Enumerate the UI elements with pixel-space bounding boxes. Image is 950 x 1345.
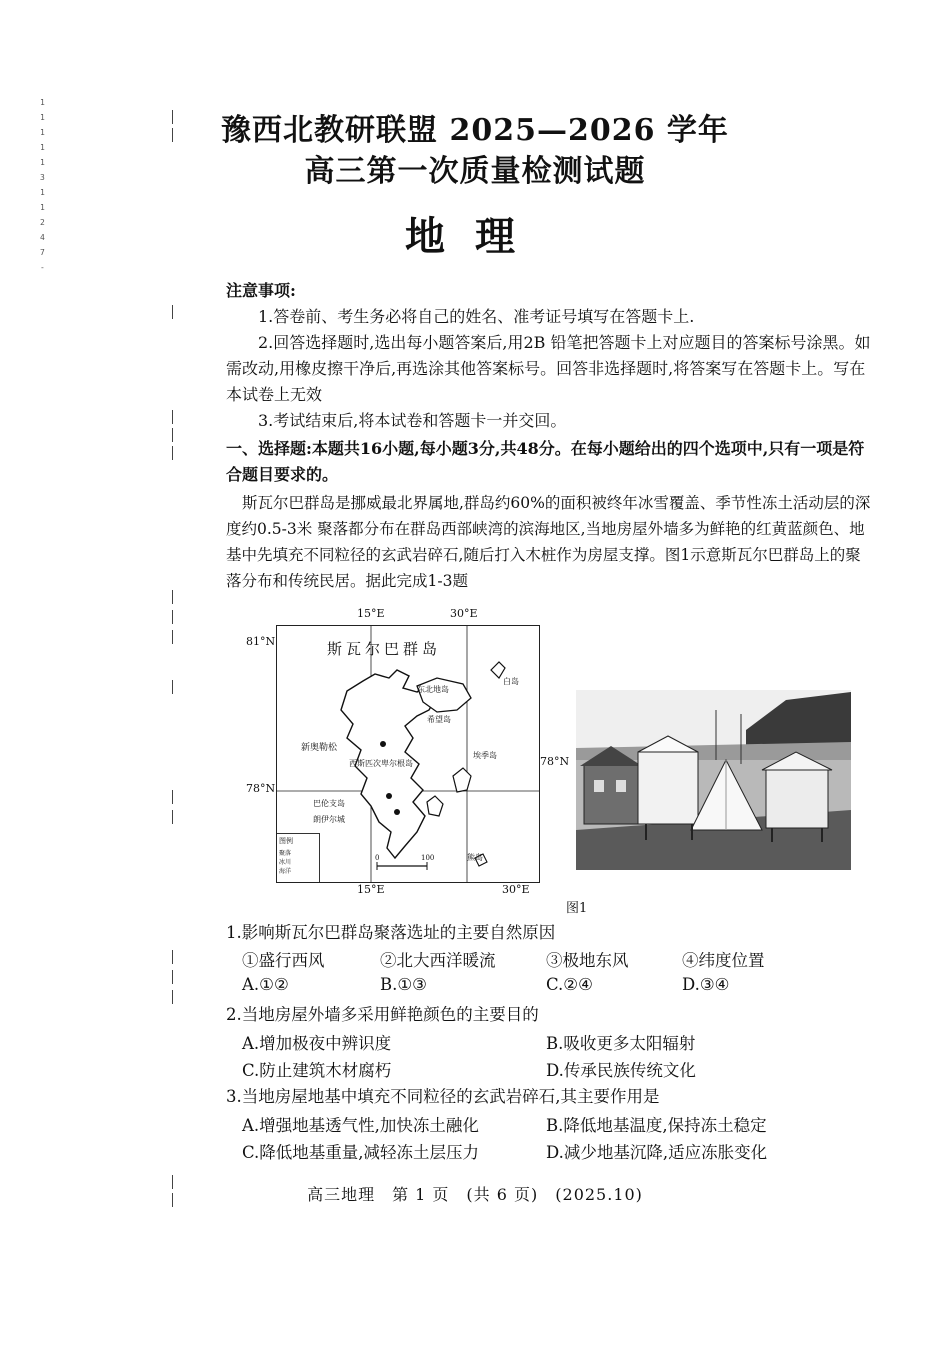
q1-option-d[interactable]: D.③④ xyxy=(682,975,730,994)
q1-option-c[interactable]: C.②④ xyxy=(546,975,593,994)
margin-mark: 1 xyxy=(40,143,45,152)
margin-mark: 1 xyxy=(40,98,45,107)
question-2-stem: 2.当地房屋外墙多采用鲜艳颜色的主要目的 xyxy=(226,1005,539,1024)
place-label: 新奥勒松 xyxy=(301,743,338,753)
q3-option-d[interactable]: D.减少地基沉降,适应冻胀变化 xyxy=(546,1143,768,1162)
scale-label: 0 xyxy=(375,854,380,862)
map-title: 斯瓦尔巴群岛 xyxy=(327,640,442,658)
lon-label-bottom: 15°E xyxy=(357,883,385,896)
margin-mark: 4 xyxy=(40,233,45,242)
q2-option-c[interactable]: C.防止建筑木材腐朽 xyxy=(242,1061,392,1080)
place-label: 东北地岛 xyxy=(417,685,449,694)
q3-option-b[interactable]: B.降低地基温度,保持冻土稳定 xyxy=(546,1116,767,1135)
exam-title: 豫西北教研联盟 2025—2026 学年 xyxy=(221,113,729,148)
margin-mark: 1 xyxy=(40,188,45,197)
place-label: 希望岛 xyxy=(427,715,451,724)
notice-item: 3.考试结束后,将本试卷和答题卡一并交回。 xyxy=(258,411,567,430)
edgeoya-outline xyxy=(453,768,471,792)
q3-option-a[interactable]: A.增强地基透气性,加快冻土融化 xyxy=(242,1116,479,1135)
question-3-stem: 3.当地房屋地基中填充不同粒径的玄武岩碎石,其主要作用是 xyxy=(226,1087,660,1106)
question-1-stem: 1.影响斯瓦尔巴群岛聚落选址的主要自然原因 xyxy=(226,923,556,942)
margin-mark: 1 xyxy=(40,113,45,122)
notice-item: 1.答卷前、考生务必将自己的姓名、准考证号填写在答题卡上. xyxy=(258,307,695,326)
traditional-house-photo xyxy=(576,690,851,870)
settlement-marker xyxy=(394,809,400,815)
margin-mark: - xyxy=(40,263,45,272)
lon-label-top: 30°E xyxy=(450,607,478,620)
margin-mark: 2 xyxy=(40,218,45,227)
lon-label-bottom: 30°E xyxy=(502,883,530,896)
legend-title: 图例 xyxy=(279,837,293,845)
barentsoya-outline xyxy=(427,796,443,816)
figure-1 xyxy=(240,605,860,915)
question-intro: 斯瓦尔巴群岛是挪威最北界属地,群岛约60%的面积被终年冰雪覆盖、季节性冻土活动层的深度约0.5-3米 聚落都分布在群岛西部峡湾的滨海地区,当地房屋外墙多为鲜艳的红黄蓝颜色、地基中先填充不同粒径的玄武岩碎石,随后打入木桩作为房屋支撑。图1示意斯瓦尔巴群岛上的聚落分布和传统民居。据此完成1-3题 xyxy=(226,494,871,590)
place-label: 西斯匹次卑尔根岛 xyxy=(349,759,413,768)
margin-mark: 7 xyxy=(40,248,45,257)
settlement-marker xyxy=(380,741,386,747)
q2-option-a[interactable]: A.增加极夜中辨识度 xyxy=(242,1034,392,1053)
q3-option-c[interactable]: C.降低地基重量,减轻冻土层压力 xyxy=(242,1143,480,1162)
margin-mark: 1 xyxy=(40,203,45,212)
section-heading: 一、选择题:本题共16小题,每小题3分,共48分。在每小题给出的四个选项中,只有一项是符合题目要求的。 xyxy=(226,439,865,484)
map-legend xyxy=(277,833,320,882)
exam-subtitle: 高三第一次质量检测试题 xyxy=(304,154,646,189)
q2-option-b[interactable]: B.吸收更多太阳辐射 xyxy=(546,1034,696,1053)
q1-factor: ④纬度位置 xyxy=(682,951,765,970)
binding-line xyxy=(172,110,174,1210)
scale-label: 100 xyxy=(421,854,435,862)
legend-item: 聚落 xyxy=(279,850,292,857)
lat-label: 78°N xyxy=(540,755,570,768)
svalbard-map xyxy=(276,625,540,883)
place-label: 白岛 xyxy=(503,677,519,686)
notice-item: 2.回答选择题时,选出每小题答案后,用2B 铅笔把答题卡上对应题目的答案标号涂黑。如需改动,用橡皮擦干净后,再选涂其他答案标号。回答非选择题时,将答案写在答题卡上。写在本试卷上无效 xyxy=(226,333,871,404)
q1-option-a[interactable]: A.①② xyxy=(242,975,289,994)
lon-label-top: 15°E xyxy=(357,607,385,620)
notice-list xyxy=(226,304,876,434)
page-footer: 高三地理 第 1 页 (共 6 页) (2025.10) xyxy=(307,1185,643,1204)
photo-graphic xyxy=(576,690,851,870)
q1-factor: ②北大西洋暖流 xyxy=(380,951,496,970)
notice-heading: 注意事项: xyxy=(226,281,296,300)
margin-mark: 1 xyxy=(40,128,45,137)
figure-caption: 图1 xyxy=(566,901,588,916)
margin-mark: 3 xyxy=(40,173,45,182)
q1-factor: ①盛行西风 xyxy=(242,951,325,970)
q2-option-d[interactable]: D.传承民族传统文化 xyxy=(546,1061,696,1080)
settlement-marker xyxy=(386,793,392,799)
legend-item: 冰川 xyxy=(279,859,292,866)
q1-option-b[interactable]: B.①③ xyxy=(380,975,427,994)
lat-label: 81°N xyxy=(246,635,276,648)
place-label: 巴伦支岛 xyxy=(313,799,345,808)
place-label: 朗伊尔城 xyxy=(313,815,345,824)
lat-label: 78°N xyxy=(246,782,276,795)
legend-item: 海洋 xyxy=(279,868,292,875)
q1-factor: ③极地东风 xyxy=(546,951,629,970)
margin-mark: 1 xyxy=(40,158,45,167)
subject-title: 地理 xyxy=(405,213,545,260)
place-label: 埃季岛 xyxy=(473,751,497,760)
place-label: 熊岛 xyxy=(467,853,483,862)
